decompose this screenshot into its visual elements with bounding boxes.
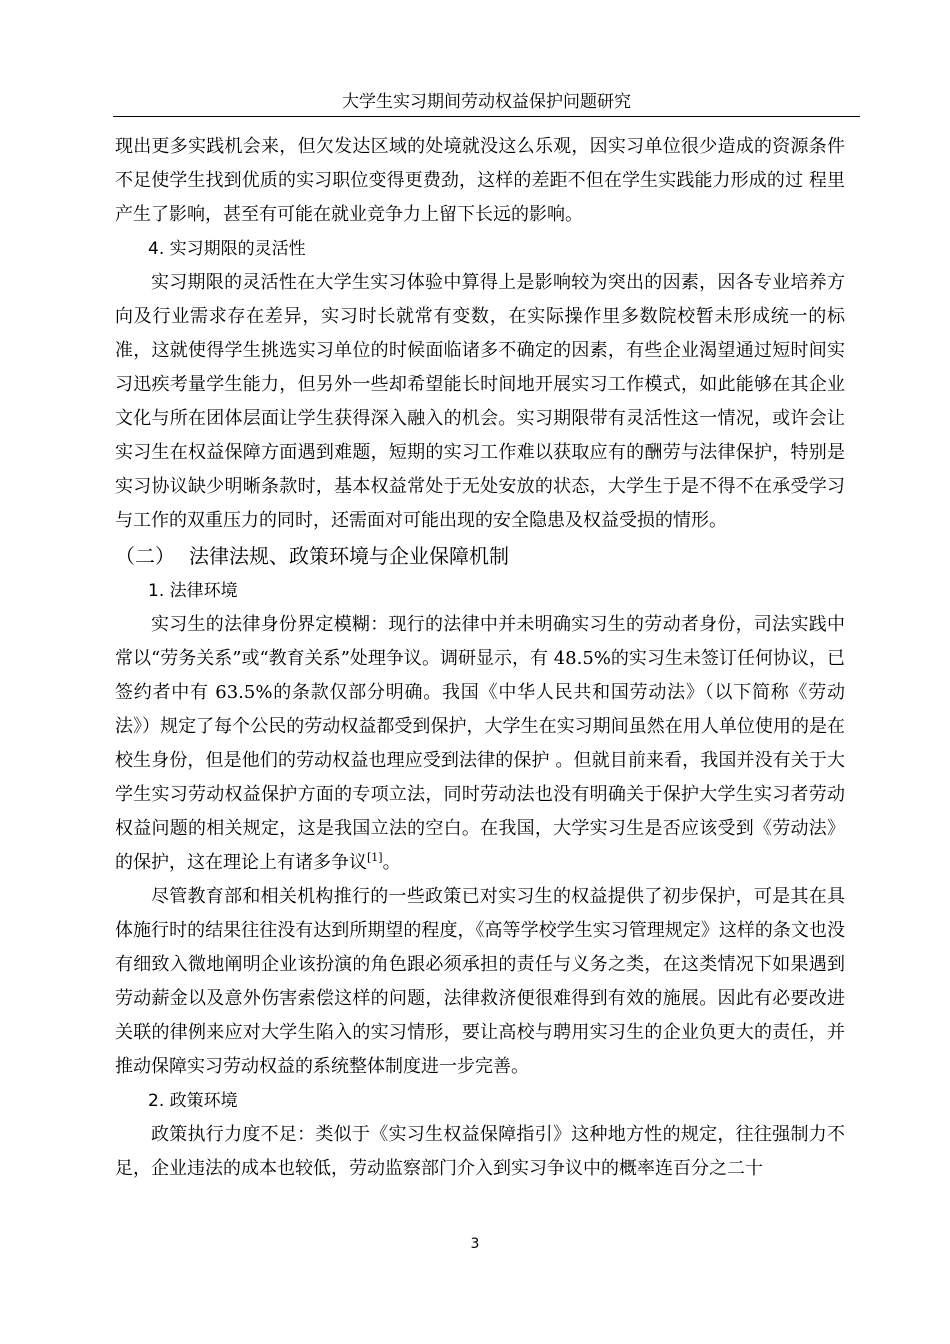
heading-legal-environment: 1. 法律环境 bbox=[148, 581, 238, 601]
section-heading-number: （二） bbox=[115, 544, 175, 568]
heading-internship-duration-flexibility: 4. 实习期限的灵活性 bbox=[148, 239, 306, 259]
citation-ref-1: [1] bbox=[367, 851, 383, 864]
page-number: 3 bbox=[470, 1236, 480, 1252]
section-heading-laws-policies bbox=[115, 538, 845, 574]
paragraph-policy-enforcement: 政策执行力度不足：类似于《实习生权益保障指引》这种地方性的规定，往往强制力不足，企业违法的成本也较低，劳动监察部门介入到实习争议中的概率连百分之二十 bbox=[115, 1124, 845, 1179]
paragraph-legal-identity-text: 实习生的法律身份界定模糊：现行的法律中并未明确实习生的劳动者身份，司法实践中常以“劳务关系”或“教育关系”处理争议。调研显示，有 48.5%的实习生未签订任何协议，已签约者中有 63.5%的条款仅部分明确。我国《中华人民共和国劳动法》（以下简称《劳动法》）规定了每个公民的劳动权益都受到保护，大学生在实习期间虽然在用人单位使用的是在校生身份，但是他们的劳动权益也理应受到法律的保护 。但就目前来看，我国并没有关于大学生实习劳动权益保护方面的专项立法，同时劳动法也没有明确关于保护大学生实习者劳动权益问题的相关规定，这是我国立法的空白。在我国，大学实习生是否应该受到《劳动法》的保护，这在理论上有诸多争议 bbox=[115, 614, 845, 873]
paragraph-legal-identity bbox=[115, 608, 845, 880]
page-header-title: 大学生实习期间劳动权益保护问题研究 bbox=[342, 92, 631, 112]
section-heading-text: 法律法规、政策环境与企业保障机制 bbox=[189, 544, 509, 568]
header-divider bbox=[113, 116, 860, 117]
heading-policy-environment: 2. 政策环境 bbox=[148, 1091, 238, 1111]
paragraph-continuation: 现出更多实践机会来，但欠发达区域的处境就没这么乐观，因实习单位很少造成的资源条件不足使学生找到优质的实习职位变得更费劲，这样的差距不但在学生实践能力形成的过 程里产生了影响，甚至有可能在就业竞争力上留下长远的影响。 bbox=[115, 136, 845, 225]
paragraph-policy-protection: 尽管教育部和相关机构推行的一些政策已对实习生的权益提供了初步保护，可是其在具体施行时的结果往往没有达到所期望的程度，《高等学校学生实习管理规定》这样的条文也没有细致入微地阐明企业该扮演的角色跟必须承担的责任与义务之类，在这类情况下如果遇到劳动薪金以及意外伤害索偿这样的问题，法律救济便很难得到有效的施展。因此有必要改进关联的律例来应对大学生陷入的实习情形，要让高校与聘用实习生的企业负更大的责任，并推动保障实习劳动权益的系统整体制度进一步完善。 bbox=[115, 886, 845, 1077]
paragraph-duration-flexibility: 实习期限的灵活性在大学生实习体验中算得上是影响较为突出的因素，因各专业培养方向及行业需求存在差异，实习时长就常有变数，在实际操作里多数院校暂未形成统一的标准，这就使得学生挑选实习单位的时候面临诸多不确定的因素，有些企业渴望通过短时间实习迅疾考量学生能力，但另外一些却希望能长时间地开展实习工作模式，如此能够在其企业文化与所在团体层面让学生获得深入融入的机会。实习期限带有灵活性这一情况，或许会让实习生在权益保障方面遇到难题，短期的实习工作难以获取应有的酬劳与法律保护，特别是实习协议缺少明晰条款时，基本权益常处于无处安放的状态，大学生于是不得不在承受学习与工作的双重压力的同时，还需面对可能出现的安全隐患及权益受损的情形。 bbox=[115, 272, 845, 531]
paragraph-end-mark: 。 bbox=[382, 852, 401, 873]
document-body bbox=[115, 130, 845, 1186]
